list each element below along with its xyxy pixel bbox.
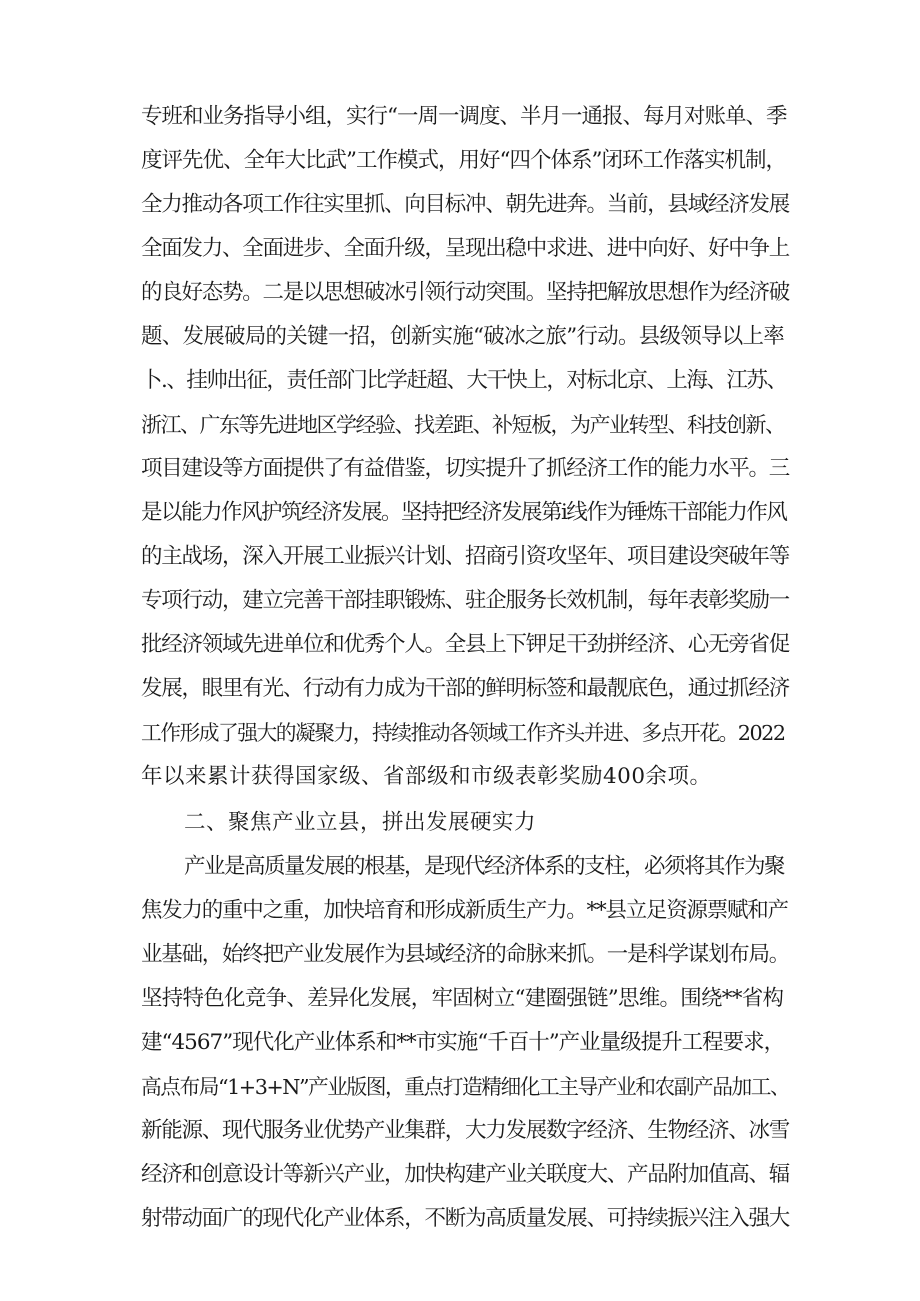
text-line: 射带动面广的现代化产业体系，不断为高质量发展、可持续振兴注入强大 (141, 1206, 790, 1231)
text-line: 题、发展破局的关键一招，创新实施“破冰之旅”行动。县级领导以上率 (141, 324, 784, 349)
text-line: 发展，眼里有光、行动有力成为干部的鲜明标签和最靓底色，通过抓经济 (141, 676, 790, 701)
text-line: 经济和创意设计等新兴产业，加快构建产业关联度大、产品附加值高、辐 (141, 1162, 790, 1187)
text-line: 新能源、现代服务业优势产业集群，大力发展数字经济、生物经济、冰雪 (141, 1118, 790, 1143)
text-line: 浙江、广东等先进地区学经验、找差距、补短板，为产业转型、科技创新、 (141, 413, 785, 437)
text-line: 高点布局“1+3+N”产业版图，重点打造精细化工主导产业和农副产品加工、 (141, 1075, 790, 1099)
text-line: 度评先优、全年大比武”工作模式，用好“四个体系”闭环工作落实机制， (141, 148, 786, 173)
text-line: 的主战场，深入开展工业振兴计划、招商引资攻坚年、项目建设突破年等 (141, 544, 790, 569)
text-line: 项目建设等方面提供了有益借鉴，切实提升了抓经济工作的能力水平。三 (141, 456, 790, 481)
text-line: 全力推动各项工作往实里抓、向目标冲、朝先进奔。当前，县域经济发展 (141, 192, 790, 217)
text-line: 是以能力作风护筑经济发展。坚持把经济发展第i线作为锤炼干部能力作风 (141, 500, 787, 525)
text-line: 年以来累计获得国家级、省部级和市级表彰奖励400余项。 (141, 764, 712, 789)
text-line: 产业是高质量发展的根基，是现代经济体系的支柱，必须将其作为聚 (184, 854, 785, 879)
text-line: 工作形成了强大的凝聚力，持续推动各领域工作齐头并进、多点开花。2022 (141, 721, 785, 745)
text-line: 的良好态势。二是以思想破冰引领行动突围。坚持把解放思想作为经济破 (141, 280, 790, 305)
text-line: 坚持特色化竞争、差异化发展，牢固树立“建圈强链”思维。围绕**省构 (141, 986, 784, 1011)
text-line: 焦发力的重中之重，加快培育和形成新质生产力。**县立足资源票赋和产 (141, 898, 788, 923)
text-line: 专班和业务指导小组，实行“一周一调度、半月一通报、每月对账单、季 (141, 104, 787, 129)
text-line: 全面发力、全面进步、全面升级，呈现出稳中求进、进中向好、好中争上 (141, 236, 790, 261)
section-heading: 二、聚焦产业立县，拼出发展硬实力 (184, 810, 537, 835)
text-line: 业基础，始终把产业发展作为县域经济的命脉来抓。一是科学谋划布局。 (141, 942, 790, 967)
text-line: 建“4567”现代化产业体系和**市实施“千百十”产业量级提升工程要求， (141, 1030, 785, 1055)
text-line: 批经济领域先进单位和优秀个人。全县上下钾足干劲拼经济、心无旁省促 (141, 632, 790, 657)
text-line: 专项行动，建立完善干部挂职锻炼、驻企服务长效机制，每年表彰奖励一 (141, 588, 790, 613)
text-line: 卜.、挂帅出征，责任部门比学赶超、大干快上，对标北京、上海、江苏、 (141, 368, 787, 393)
